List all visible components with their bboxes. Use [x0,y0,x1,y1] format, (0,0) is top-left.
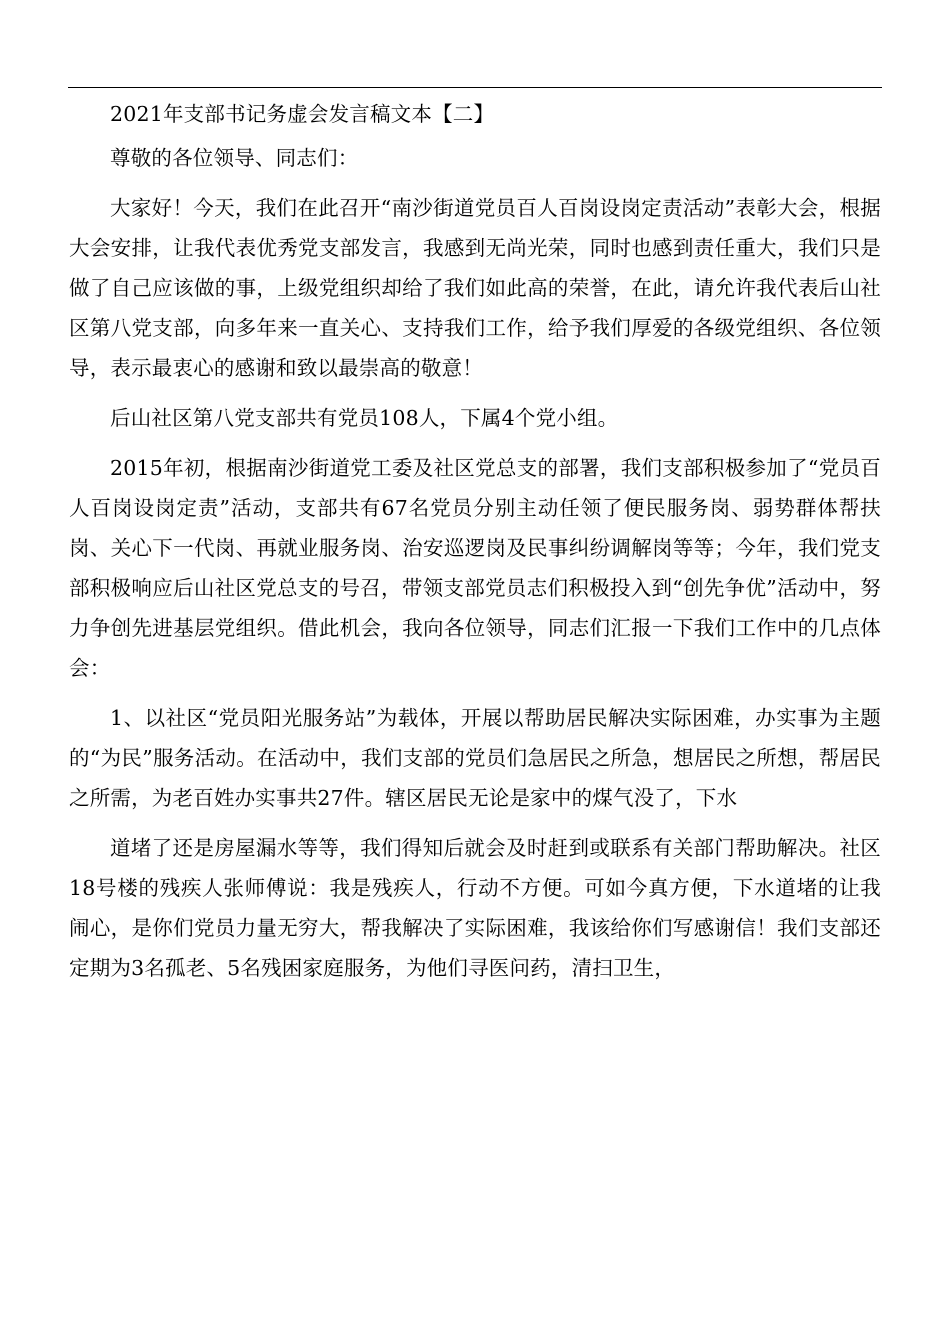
document-title: 2021年支部书记务虚会发言稿文本【二】 [110,102,495,126]
body-paragraph: 后山社区第八党支部共有党员108人，下属4个党小组。 [110,406,619,430]
body-paragraph: 道堵了还是房屋漏水等等，我们得知后就会及时赶到或联系有关部门帮助解决。社区18号楼的残疾人张师傅说：我是残疾人，行动不方便。可如今真方便，下水道堵的让我闹心，是你们党员力量无穷大，帮我解决了实际困难，我该给你们写感谢信！我们支部还定期为3名孤老、5名残困家庭服务，为他们寻医问药，清扫卫生， [69,836,881,980]
body-paragraph: 2015年初，根据南沙街道党工委及社区党总支的部署，我们支部积极参加了“党员百人百岗设岗定责”活动，支部共有67名党员分别主动任领了便民服务岗、弱势群体帮扶岗、关心下一代岗、再就业服务岗、治安巡逻岗及民事纠纷调解岗等等；今年，我们党支部积极响应后山社区党总支的号召，带领支部党员志们积极投入到“创先争优”活动中，努力争创先进基层党组织。借此机会，我向各位领导，同志们汇报一下我们工作中的几点体会： [69,456,881,680]
body-paragraph: 大家好！今天，我们在此召开“南沙街道党员百人百岗设岗定责活动”表彰大会，根据大会安排，让我代表优秀党支部发言，我感到无尚光荣，同时也感到责任重大，我们只是做了自己应该做的事，上级党组织却给了我们如此高的荣誉，在此，请允许我代表后山社区第八党支部，向多年来一直关心、支持我们工作，给予我们厚爱的各级党组织、各位领导，表示最衷心的感谢和致以最崇高的敬意！ [69,196,881,380]
header-rule [68,87,882,88]
document-body [69,94,881,998]
salutation-paragraph: 尊敬的各位领导、同志们： [110,146,359,170]
body-paragraph: 1、以社区“党员阳光服务站”为载体，开展以帮助居民解决实际困难，办实事为主题的“为民”服务活动。在活动中，我们支部的党员们急居民之所急，想居民之所想，帮居民之所需，为老百姓办实事共27件。辖区居民无论是家中的煤气没了，下水 [69,706,881,810]
